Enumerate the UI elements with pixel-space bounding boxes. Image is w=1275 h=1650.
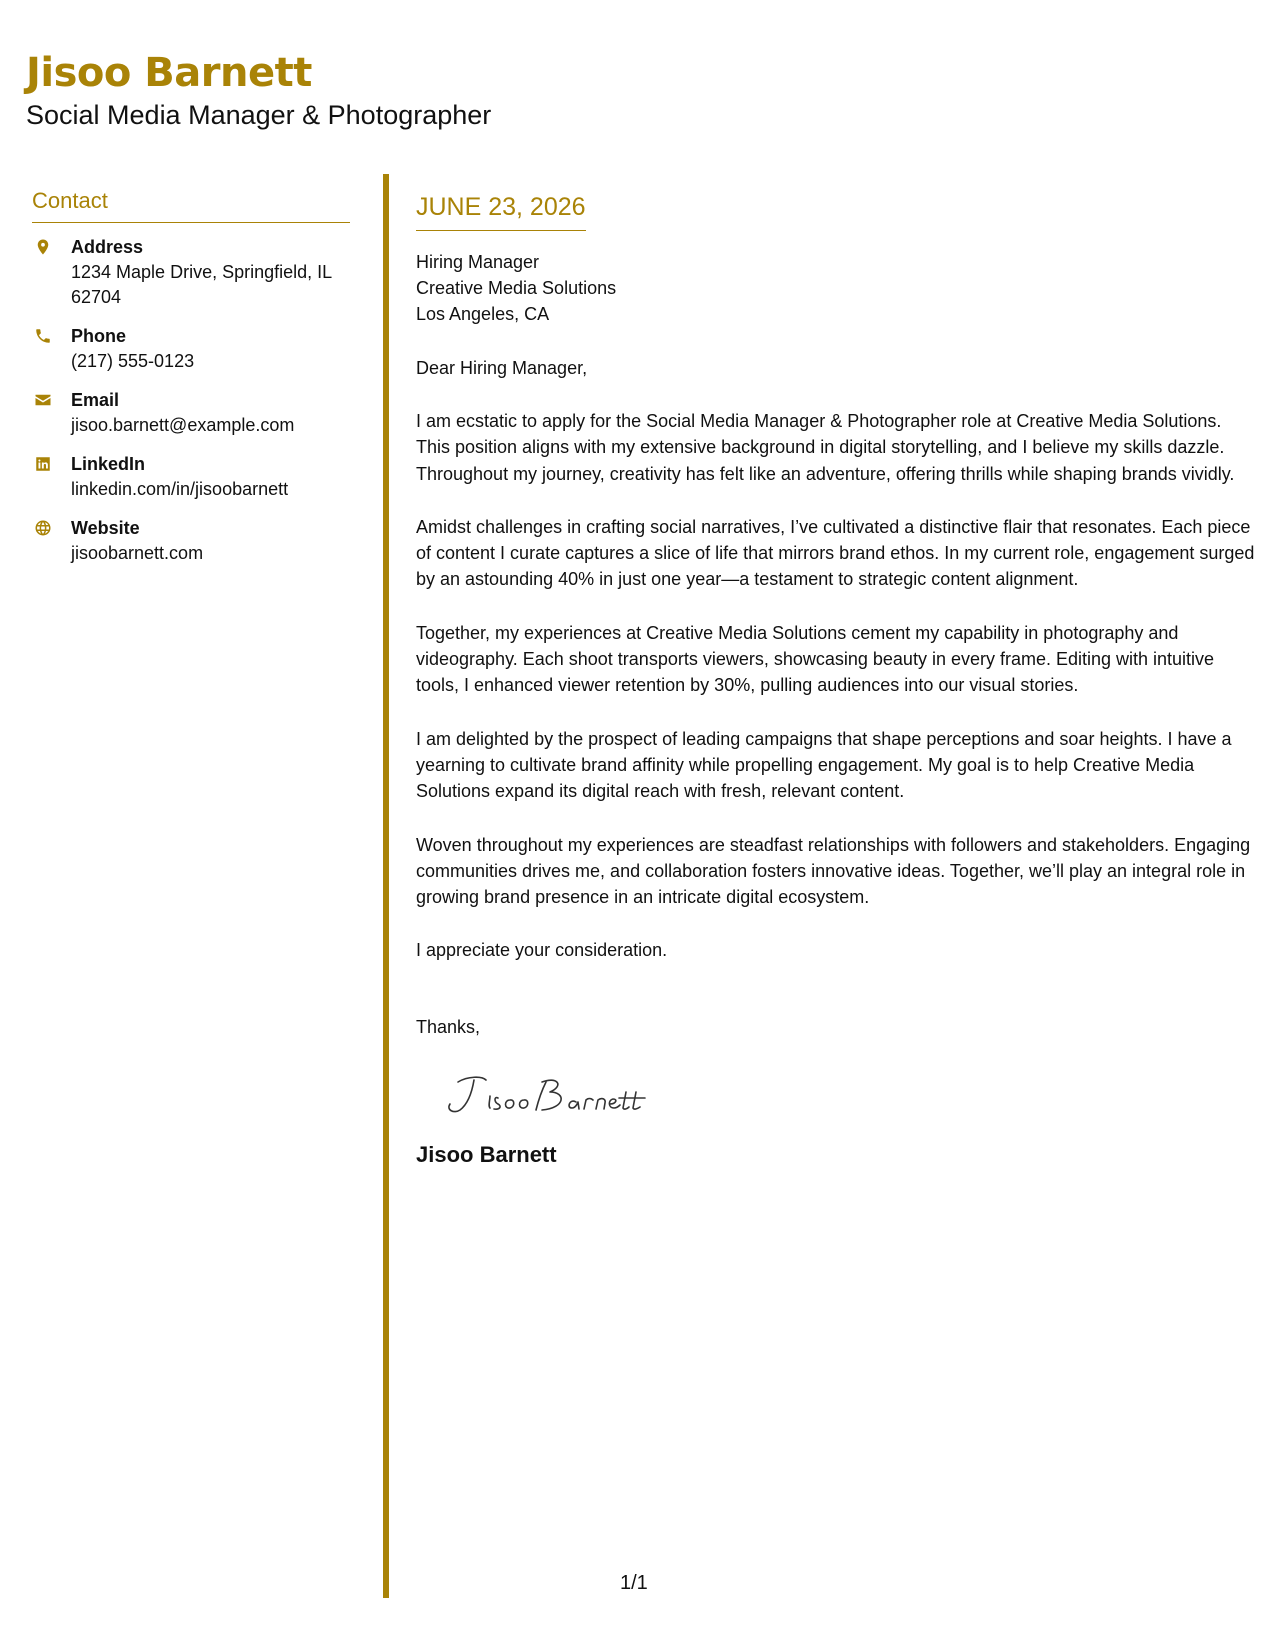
contact-sidebar (32, 186, 350, 580)
letter-closing: Thanks, (416, 1016, 481, 1037)
recipient-company: Creative Media Solutions (416, 278, 617, 298)
letter-paragraph: I am delighted by the prospect of leading campaigns that shape perceptions and soar heights. I have a yearning to cultivate brand affinity while propelling engagement. My goal is to help Creative Media Solutions expand its digital reach with fresh, relevant content. (416, 728, 1232, 802)
recipient-location: Los Angeles, CA (416, 304, 550, 324)
handwritten-signature (438, 1070, 658, 1120)
recipient-block (416, 249, 1256, 327)
contact-item-linkedin (32, 452, 350, 502)
applicant-title: Social Media Manager & Photographer (26, 100, 492, 130)
recipient-name: Hiring Manager (416, 252, 540, 272)
map-pin-icon (33, 235, 53, 259)
applicant-name: Jisoo Barnett (26, 50, 312, 96)
contact-list (32, 235, 350, 566)
contact-item-phone (32, 324, 350, 374)
contact-label: Email (71, 390, 120, 410)
contact-item-website (32, 516, 350, 566)
page-number: 1/1 (620, 1572, 648, 1594)
contact-value: (217) 555-0123 (71, 351, 195, 371)
vertical-divider (383, 174, 389, 1598)
contact-label: Address (71, 237, 144, 257)
salutation: Dear Hiring Manager, (416, 358, 588, 378)
contact-label: LinkedIn (71, 454, 146, 474)
contact-value[interactable]: jisoobarnett.com (71, 543, 204, 563)
contact-section-title: Contact (32, 186, 350, 223)
letter-paragraph: Woven throughout my experiences are steadfast relationships with followers and stakeholders. Engaging communities drives me, and collaboration fosters innovative ideas. Together, we’ll play an integral role in growing brand presence in an intricate digital ecosystem. (416, 834, 1251, 908)
globe-icon (33, 516, 53, 540)
letter-paragraph: I appreciate your consideration. (416, 940, 668, 961)
contact-label: Phone (71, 326, 127, 346)
contact-value[interactable]: jisoo.barnett@example.com (71, 415, 295, 435)
contact-item-address (32, 235, 350, 310)
linkedin-icon (33, 452, 53, 476)
signer-name: Jisoo Barnett (416, 1141, 557, 1167)
letter-paragraph: Together, my experiences at Creative Media Solutions cement my capability in photography and videography. Each shoot transports viewers, showcasing beauty in every frame. Editing with intuitive tools, I enhanced viewer retention by 30%, pulling audiences into our visual stories. (416, 622, 1215, 696)
letter-paragraph: I am ecstatic to apply for the Social Media Manager & Photographer role at Creative Media Solutions. This position aligns with my extensive background in digital storytelling, and I believe my skills dazzle. Throughout my journey, creativity has felt like an adventure, offering thrills while shaping brands vividly. (416, 411, 1235, 484)
contact-value[interactable]: linkedin.com/in/jisoobarnett (71, 479, 289, 499)
letter-paragraph: Amidst challenges in crafting social narratives, I’ve cultivated a distinctive flair that resonates. Each piece of content I curate captures a slice of life that mirrors brand ethos. In my current role, engagement surged by an astounding 40% in just one year—a testament to strategic content alignment. (416, 516, 1255, 590)
contact-value: 1234 Maple Drive, Springfield, IL 62704 (71, 262, 332, 307)
letter-date: JUNE 23, 2026 (416, 190, 586, 231)
envelope-icon (33, 388, 53, 412)
contact-item-email (32, 388, 350, 438)
contact-label: Website (71, 518, 140, 538)
phone-icon (33, 324, 53, 348)
letter-body (416, 190, 1256, 1170)
resume-header (26, 44, 491, 132)
